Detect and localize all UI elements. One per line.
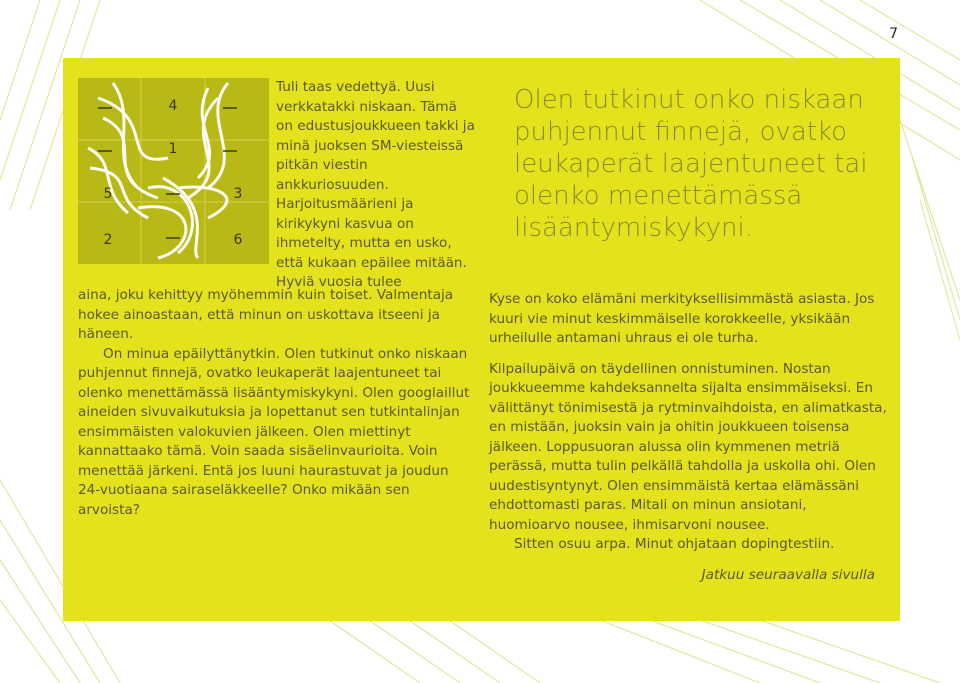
page-number: 7: [889, 26, 898, 42]
right-paragraph-2: Kilpailupäivä on täydellinen onnistuminen. Nostan joukkueemme kahdeksannelta sijalta ensimmäiseksi. En välittänyt tönimisestä ja rytminvaihdoista, en alimatkasta, en mistään, juoksin vain ja ohitin joukkueen toisensa jälkeen. Loppusuoran alussa olin kymmenen metriä perässä, mutta tulin pelkällä tahdolla ja uskolla ohi. Olen uudestisyntynyt. Olen ensimmäistä kertaa elämässäni ehdottomasti paras. Mitali on minun ansiotani, huomioarvo nousee, ihmisarvoni nousee.: [489, 360, 887, 533]
left-paragraph-2: On minua epäilyttänytkin. Olen tutkinut onko niskaan puhjennut finnejä, ovatko leukaperät laajentuneet tai olenko menettämässä lisääntymiskykyni. Olen googlaillut aineiden sivuvaikutuksia ja lopettanut sen tutkintalinjan ensimmäisten valokuvien jälkeen. Olen miettinyt kannattaako tämä. Voin saada sisäelinvaurioita. Voin menettää järkeni. Entä jos luuni haurastuvat ja joudun 24-vuotiaana sairaseläkkeelle? Onko mikään sen arvoista?: [78, 345, 470, 518]
sudoku-number-1: 1: [168, 141, 178, 157]
pull-quote: Olen tutkinut onko niskaan puhjennut finnejä, ovatko leukaperät laajentuneet tai olenko menettämässä lisääntymiskykyni.: [514, 85, 868, 243]
sudoku-scribble-image: [78, 78, 269, 264]
intro-text: Tuli taas vedettyä. Uusi verkkatakki niskaan. Tämä on edustusjoukkueen takki ja minä juoksen SM-viesteissä pitkän viestin ankkuriosuuden. Harjoitusmäärieni ja kirikykyni kasvua on ihmetelty, mutta en usko, että kukaan epäilee mitään. Hyviä vuosia tulee: [276, 79, 475, 290]
right-column: [489, 290, 889, 585]
sudoku-number-2: 2: [103, 232, 113, 248]
continued-note: Jatkuu seuraavalla sivulla: [701, 566, 875, 583]
sudoku-number-3: 3: [233, 186, 243, 202]
right-paragraph-1: Kyse on koko elämäni merkityksellisimmästä asiasta. Jos kuuri vie minut keskimmäiselle korokkeelle, yksikään urheilulle antamani uhraus ei ole turha.: [489, 291, 875, 346]
right-paragraph-3: Sitten osuu arpa. Minut ohjataan dopingtestiin.: [514, 536, 835, 552]
left-paragraph-1: aina, joku kehittyy myöhemmin kuin toiset. Valmentaja hokee ainoastaan, että minun on uskottava itseeni ja häneen.: [78, 287, 454, 342]
sudoku-number-4: 4: [168, 98, 178, 114]
left-column: [78, 286, 473, 520]
sudoku-number-5: 5: [103, 186, 113, 202]
sudoku-number-6: 6: [233, 232, 243, 248]
